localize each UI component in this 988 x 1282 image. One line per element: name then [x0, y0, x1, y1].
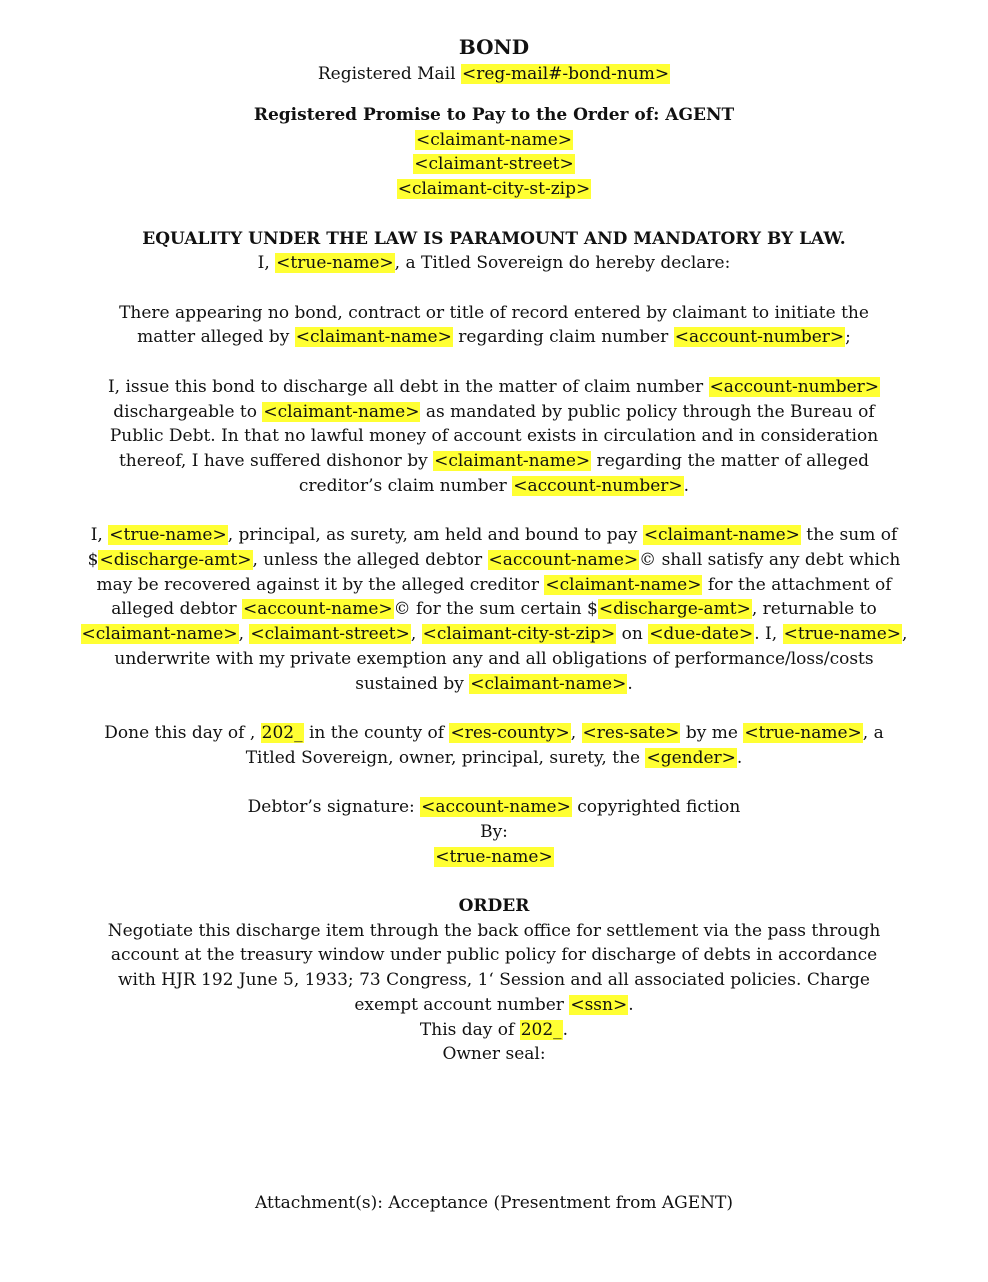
text: . [627, 674, 633, 694]
account-number-field: <account-number> [709, 377, 880, 397]
text: $ [87, 550, 99, 570]
claimant-name-field: <claimant-name> [434, 451, 591, 471]
text: ; [845, 327, 851, 347]
true-name-field: <true-name> [109, 525, 227, 545]
text: by me [680, 723, 744, 743]
claimant-name-field: <claimant-name> [470, 674, 627, 694]
p3-line-7 [0, 672, 988, 696]
true-name-field: <true-name> [435, 847, 553, 867]
text: . [683, 476, 690, 496]
order-line-3: with HJR 192 June 5, 1933; 73 Congress, 1‘ Session and all associated policies. Charge [118, 970, 870, 990]
payee-line [0, 128, 988, 152]
text: . [562, 1020, 569, 1040]
p2-line-1 [0, 375, 988, 399]
ssn-field: <ssn> [570, 995, 628, 1015]
declare-line [0, 251, 988, 275]
text: for the attachment of [702, 575, 892, 595]
due-date-field: <due-date> [649, 624, 754, 644]
text: on [616, 624, 649, 644]
text: , principal, as surety, am held and bound to pay [227, 525, 643, 545]
text: , unless the alleged debtor [252, 550, 488, 570]
claimant-name-field: <claimant-name> [295, 327, 452, 347]
year-field: 202_ [520, 1020, 562, 1040]
document-title: BOND [458, 35, 530, 59]
claimant-name-field: <claimant-name> [545, 575, 702, 595]
p3-line-6: underwrite with my private exemption any and all obligations of performance/loss/costs [114, 649, 874, 669]
p1-line-1: There appearing no bond, contract or title of record entered by claimant to initiate the [119, 303, 869, 323]
text: sustained by [355, 674, 470, 694]
p2-line-3: Public Debt. In that no lawful money of account exists in circulation and in consideration [109, 426, 879, 446]
p1-line-2 [0, 325, 988, 349]
text: I, issue this bond to discharge all debt in the matter of claim number [107, 377, 709, 397]
text: I, [90, 525, 109, 545]
equality-heading: EQUALITY UNDER THE LAW IS PARAMOUNT AND MANDATORY BY LAW. [142, 229, 846, 249]
text: matter alleged by [137, 327, 295, 347]
text: Debtor’s signature: [247, 797, 421, 817]
account-number-field: <account-number> [674, 327, 845, 347]
account-number-field: <account-number> [513, 476, 683, 496]
owner-seal-label: Owner seal: [442, 1044, 546, 1064]
order-line-1: Negotiate this discharge item through the back office for settlement via the pass through [107, 921, 881, 941]
p3-line-5 [0, 622, 988, 646]
gender-field: <gender> [646, 748, 736, 768]
p4-line-2 [0, 746, 988, 770]
text: may be recovered against it by the alleged creditor [96, 575, 545, 595]
order-day-line [0, 1018, 988, 1042]
text: creditor’s claim number [298, 476, 513, 496]
text: thereof, I have suffered dishonor by [118, 451, 434, 471]
p2-line-2 [0, 400, 988, 424]
text: . [628, 995, 634, 1015]
text: , [902, 624, 908, 644]
payee-line [0, 152, 988, 176]
text: , returnable to [751, 599, 877, 619]
claimant-city-field: <claimant-city-st-zip> [422, 624, 616, 644]
text: , a Titled Sovereign do hereby declare: [394, 253, 731, 273]
res-state-field: <res-sate> [582, 723, 680, 743]
registered-mail-line [0, 62, 988, 86]
payee-line [0, 177, 988, 201]
text: regarding claim number [452, 327, 674, 347]
true-name-field: <true-name> [276, 253, 394, 273]
promise-heading: Registered Promise to Pay to the Order of: AGENT [253, 105, 735, 125]
p2-line-5 [0, 474, 988, 498]
by-label: By: [480, 822, 508, 842]
text: , [410, 624, 422, 644]
order-line-4 [0, 993, 988, 1017]
text: regarding the matter of alleged [591, 451, 870, 471]
text: Titled Sovereign, owner, principal, surety, the [245, 748, 646, 768]
claimant-street-field: <claimant-street> [250, 624, 410, 644]
p3-line-4 [0, 597, 988, 621]
claimant-name-field: <claimant-name> [263, 402, 420, 422]
text: © for the sum certain $ [393, 599, 598, 619]
true-name-field: <true-name> [783, 624, 902, 644]
text: . [736, 748, 743, 768]
registered-mail-label: Registered Mail [317, 64, 461, 84]
discharge-amt-field: <discharge-amt> [598, 599, 751, 619]
text: , [238, 624, 250, 644]
text: , [570, 723, 582, 743]
text: copyrighted fiction [571, 797, 741, 817]
text: © shall satisfy any debt which [639, 550, 901, 570]
payee-claimant-city: <claimant-city-st-zip> [397, 179, 591, 199]
text: exempt account number [354, 995, 570, 1015]
text: . I, [754, 624, 783, 644]
p3-line-1 [0, 523, 988, 547]
signer-line [0, 845, 988, 869]
year-field: 202_ [261, 723, 303, 743]
true-name-field: <true-name> [744, 723, 862, 743]
text: as mandated by public policy through the Bureau of [420, 402, 875, 422]
text: This day of [419, 1020, 520, 1040]
claimant-name-field: <claimant-name> [643, 525, 800, 545]
order-line-2: account at the treasury window under public policy for discharge of debts in accordance [110, 945, 878, 965]
order-heading: ORDER [458, 896, 530, 916]
p3-line-3 [0, 573, 988, 597]
reg-mail-field: <reg-mail#-bond-num> [461, 64, 670, 84]
signature-line [0, 795, 988, 819]
p4-line-1 [0, 721, 988, 745]
text: the sum of [800, 525, 898, 545]
account-name-field: <account-name> [243, 599, 393, 619]
attachment-note: Attachment(s): Acceptance (Presentment from AGENT) [255, 1193, 733, 1213]
text: dischargeable to [113, 402, 263, 422]
p2-line-4 [0, 449, 988, 473]
res-county-field: <res-county> [450, 723, 570, 743]
payee-claimant-street: <claimant-street> [414, 154, 574, 174]
text: I, [257, 253, 276, 273]
account-name-field: <account-name> [421, 797, 571, 817]
text: alleged debtor [111, 599, 242, 619]
text: in the county of [303, 723, 450, 743]
text: , a [862, 723, 884, 743]
p3-line-2 [0, 548, 988, 572]
discharge-amt-field: <discharge-amt> [99, 550, 252, 570]
payee-claimant-name: <claimant-name> [415, 130, 573, 150]
account-name-field: <account-name> [488, 550, 639, 570]
text: Done this day of , [104, 723, 261, 743]
claimant-name-field: <claimant-name> [81, 624, 238, 644]
